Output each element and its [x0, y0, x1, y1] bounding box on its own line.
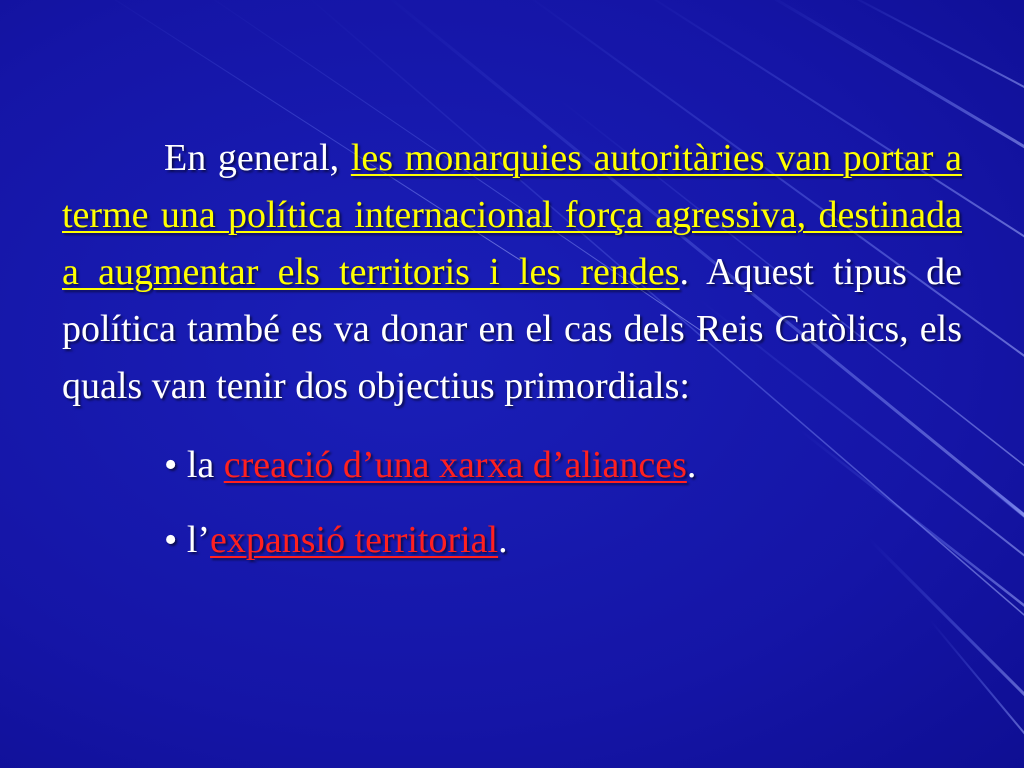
bullet-suffix: .: [498, 519, 508, 561]
bullet-suffix: .: [686, 444, 697, 486]
bullet-highlight-link[interactable]: expansió territorial: [210, 519, 499, 561]
bullet-highlight-link[interactable]: creació d’una xarxa d’aliances: [223, 444, 687, 486]
body-paragraph: [62, 130, 962, 415]
slide-content: [62, 130, 962, 569]
list-item: [164, 512, 962, 569]
paragraph-lead: En general,: [164, 137, 351, 179]
paragraph-rest: . Aquest tipus de política també es va donar en el cas dels Reis Catòlics, els quals van tenir dos objectius primordials:: [62, 251, 962, 407]
bullet-marker: •: [164, 519, 178, 561]
list-item: [164, 437, 962, 494]
paragraph-highlight-link[interactable]: les monarquies autoritàries van portar a terme una política internacional força agressiva, destinada a augmentar els territoris i les rendes: [62, 137, 962, 293]
bullet-marker: •: [164, 444, 178, 486]
objectives-list: [62, 437, 962, 569]
bullet-prefix: l’: [177, 519, 211, 561]
bullet-prefix: la: [177, 444, 224, 486]
